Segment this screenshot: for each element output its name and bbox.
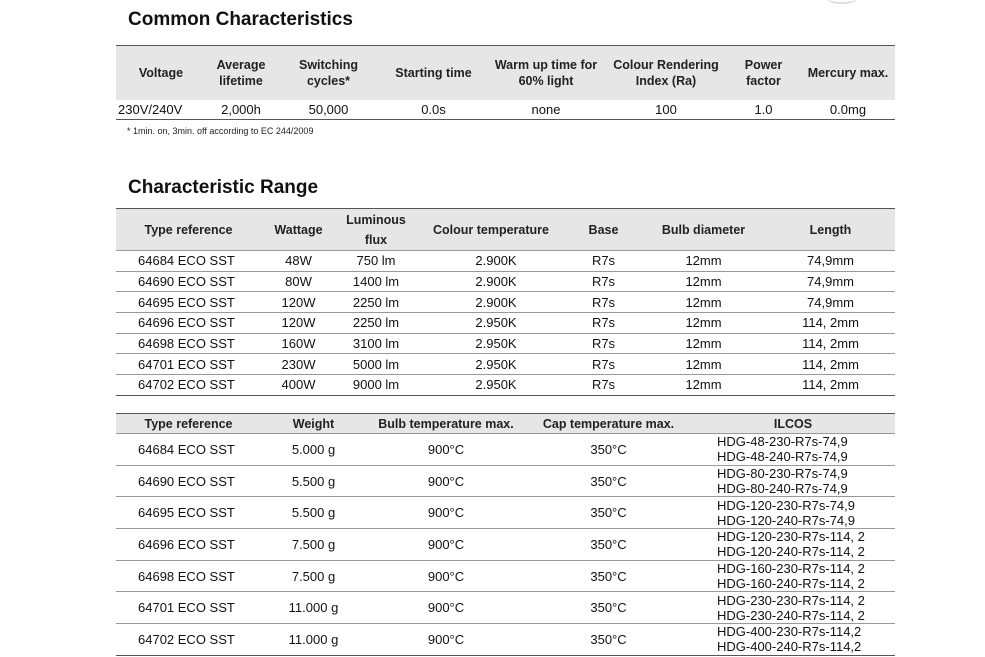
ilcos-230-code: HDG-120-230-R7s-114, 2: [717, 529, 865, 545]
cell-type-reference: 64696 ECO SST: [116, 529, 261, 561]
header-switching-cycles: Switching cycles*: [298, 57, 359, 88]
table-row: [116, 560, 895, 592]
footnote: * 1min. on, 3min. off according to EC 244/2009: [127, 126, 314, 136]
header-starting-time: Starting time: [395, 65, 472, 80]
table-header-row: [116, 46, 895, 100]
cell-colour-temperature: 2.950K: [416, 375, 566, 396]
cell-ilcos: [691, 497, 895, 529]
cell-cri: 100: [655, 101, 677, 117]
thermal-ilcos-table: [116, 413, 895, 656]
header-length: Length: [809, 222, 852, 237]
common-characteristics-title: Common Characteristics: [128, 9, 353, 30]
cell-length: 114, 2mm: [766, 354, 895, 375]
cell-colour-temperature: 2.900K: [416, 251, 566, 272]
cell-weight: 7.500 g: [261, 529, 366, 561]
cell-length: 114, 2mm: [766, 375, 895, 396]
cell-weight: 5.000 g: [261, 434, 366, 466]
ilcos-230-code: HDG-400-230-R7s-114,2: [717, 624, 862, 640]
cell-wattage: 400W: [261, 375, 336, 396]
cell-weight: 7.500 g: [261, 560, 366, 592]
cell-cap-temperature: 350°C: [526, 560, 691, 592]
cell-bulb-temperature: 900°C: [366, 465, 526, 497]
cell-wattage: 160W: [261, 333, 336, 354]
cell-cap-temperature: 350°C: [526, 465, 691, 497]
ilcos-240-code: HDG-120-240-R7s-74,9: [717, 512, 856, 528]
cell-type-reference: 64690 ECO SST: [116, 271, 261, 292]
table-row: [116, 354, 895, 375]
ilcos-230-code: HDG-230-230-R7s-114, 2: [717, 592, 865, 608]
cell-base: R7s: [566, 271, 641, 292]
table-row: [116, 465, 895, 497]
table-header-row: [116, 414, 895, 434]
cell-starting: 0.0s: [421, 101, 446, 117]
ilcos-230-code: HDG-80-230-R7s-74,9: [717, 466, 848, 482]
decorative-corner-arc: [827, 0, 857, 4]
cell-type-reference: 64701 ECO SST: [116, 354, 261, 375]
cell-bulb-diameter: 12mm: [641, 271, 766, 292]
cell-colour-temperature: 2.900K: [416, 271, 566, 292]
table-row: [116, 529, 895, 561]
cell-length: 74,9mm: [766, 292, 895, 313]
cell-type-reference: 64696 ECO SST: [116, 313, 261, 334]
cell-cap-temperature: 350°C: [526, 529, 691, 561]
header-luminous-flux: Luminous flux: [346, 212, 406, 247]
cell-cap-temperature: 350°C: [526, 434, 691, 466]
cell-ilcos: [691, 465, 895, 497]
cell-type-reference: 64702 ECO SST: [116, 375, 261, 396]
cell-bulb-diameter: 12mm: [641, 292, 766, 313]
cell-lifetime: 2,000h: [221, 101, 261, 117]
cell-length: 114, 2mm: [766, 333, 895, 354]
cell-voltage: 230V/240V: [118, 101, 183, 117]
cell-wattage: 120W: [261, 313, 336, 334]
cell-cap-temperature: 350°C: [526, 624, 691, 656]
cell-bulb-diameter: 12mm: [641, 375, 766, 396]
cell-bulb-temperature: 900°C: [366, 624, 526, 656]
table-row: [116, 292, 895, 313]
header-cri: Colour Rendering Index (Ra): [613, 57, 719, 88]
cell-weight: 11.000 g: [261, 624, 366, 656]
cell-wattage: 80W: [261, 271, 336, 292]
cell-base: R7s: [566, 251, 641, 272]
cell-weight: 11.000 g: [261, 592, 366, 624]
cell-ilcos: [691, 592, 895, 624]
cell-warmup: none: [531, 101, 561, 117]
cell-wattage: 120W: [261, 292, 336, 313]
table-row: [116, 271, 895, 292]
cell-ilcos: [691, 529, 895, 561]
cell-ilcos: [691, 560, 895, 592]
cell-luminous-flux: 2250 lm: [336, 292, 416, 313]
table-row: [116, 434, 895, 466]
header-bulb-temperature: Bulb temperature max.: [378, 416, 514, 431]
cell-luminous-flux: 5000 lm: [336, 354, 416, 375]
cell-type-reference: 64695 ECO SST: [116, 497, 261, 529]
header-power-factor: Power factor: [744, 57, 783, 88]
cell-colour-temperature: 2.900K: [416, 292, 566, 313]
ilcos-240-code: HDG-160-240-R7s-114, 2: [717, 576, 865, 592]
table-row: [116, 375, 895, 396]
cell-type-reference: 64695 ECO SST: [116, 292, 261, 313]
cell-luminous-flux: 750 lm: [336, 251, 416, 272]
header-colour-temperature: Colour temperature: [433, 222, 549, 237]
cell-length: 114, 2mm: [766, 313, 895, 334]
ilcos-230-code: HDG-160-230-R7s-114, 2: [717, 561, 865, 577]
cell-bulb-diameter: 12mm: [641, 354, 766, 375]
table-row: [116, 313, 895, 334]
cell-colour-temperature: 2.950K: [416, 354, 566, 375]
table-row: [116, 100, 895, 120]
table-row: [116, 624, 895, 656]
header-cap-temperature: Cap temperature max.: [542, 416, 675, 431]
cell-cap-temperature: 350°C: [526, 592, 691, 624]
ilcos-240-code: HDG-230-240-R7s-114, 2: [717, 607, 865, 623]
cell-colour-temperature: 2.950K: [416, 313, 566, 334]
ilcos-230-code: HDG-120-230-R7s-74,9: [717, 497, 856, 513]
header-warm-up-time: Warm up time for 60% light: [494, 57, 598, 88]
cell-bulb-diameter: 12mm: [641, 313, 766, 334]
cell-wattage: 48W: [261, 251, 336, 272]
cell-colour-temperature: 2.950K: [416, 333, 566, 354]
cell-luminous-flux: 2250 lm: [336, 313, 416, 334]
header-wattage: Wattage: [274, 222, 323, 237]
cell-luminous-flux: 1400 lm: [336, 271, 416, 292]
cell-type-reference: 64701 ECO SST: [116, 592, 261, 624]
header-voltage: Voltage: [138, 65, 184, 80]
cell-ilcos: [691, 624, 895, 656]
cell-weight: 5.500 g: [261, 497, 366, 529]
cell-base: R7s: [566, 354, 641, 375]
table-row: [116, 251, 895, 272]
cell-bulb-temperature: 900°C: [366, 592, 526, 624]
cell-bulb-temperature: 900°C: [366, 434, 526, 466]
cell-type-reference: 64698 ECO SST: [116, 560, 261, 592]
table-row: [116, 592, 895, 624]
cell-length: 74,9mm: [766, 251, 895, 272]
cell-bulb-diameter: 12mm: [641, 333, 766, 354]
cell-type-reference: 64690 ECO SST: [116, 465, 261, 497]
ilcos-240-code: HDG-400-240-R7s-114,2: [717, 639, 862, 655]
cell-base: R7s: [566, 292, 641, 313]
cell-ilcos: [691, 434, 895, 466]
cell-type-reference: 64684 ECO SST: [116, 434, 261, 466]
cell-length: 74,9mm: [766, 271, 895, 292]
cell-bulb-diameter: 12mm: [641, 251, 766, 272]
characteristic-range-table: [116, 208, 895, 396]
header-type-reference: Type reference: [144, 222, 233, 237]
table-header-row: [116, 209, 895, 251]
header-mercury: Mercury max.: [807, 65, 889, 80]
cell-type-reference: 64684 ECO SST: [116, 251, 261, 272]
characteristic-range-title: Characteristic Range: [128, 177, 319, 198]
cell-base: R7s: [566, 333, 641, 354]
ilcos-240-code: HDG-80-240-R7s-74,9: [717, 481, 848, 497]
cell-base: R7s: [566, 375, 641, 396]
cell-bulb-temperature: 900°C: [366, 497, 526, 529]
cell-bulb-temperature: 900°C: [366, 529, 526, 561]
ilcos-230-code: HDG-48-230-R7s-74,9: [717, 434, 848, 450]
header-type-reference: Type reference: [144, 416, 233, 431]
cell-wattage: 230W: [261, 354, 336, 375]
header-base: Base: [588, 222, 619, 237]
header-bulb-diameter: Bulb diameter: [661, 222, 746, 237]
cell-power-factor: 1.0: [754, 101, 773, 117]
header-average-lifetime: Average lifetime: [216, 57, 266, 88]
cell-type-reference: 64698 ECO SST: [116, 333, 261, 354]
cell-luminous-flux: 3100 lm: [336, 333, 416, 354]
cell-weight: 5.500 g: [261, 465, 366, 497]
cell-mercury: 0.0mg: [829, 101, 867, 117]
cell-cap-temperature: 350°C: [526, 497, 691, 529]
ilcos-240-code: HDG-120-240-R7s-114, 2: [717, 544, 865, 560]
header-weight: Weight: [292, 416, 335, 431]
common-characteristics-table: [116, 45, 895, 120]
cell-bulb-temperature: 900°C: [366, 560, 526, 592]
table-row: [116, 333, 895, 354]
table-row: [116, 497, 895, 529]
cell-luminous-flux: 9000 lm: [336, 375, 416, 396]
cell-type-reference: 64702 ECO SST: [116, 624, 261, 656]
header-ilcos: ILCOS: [773, 416, 813, 431]
ilcos-240-code: HDG-48-240-R7s-74,9: [717, 449, 848, 465]
cell-base: R7s: [566, 313, 641, 334]
cell-switching: 50,000: [308, 101, 349, 117]
